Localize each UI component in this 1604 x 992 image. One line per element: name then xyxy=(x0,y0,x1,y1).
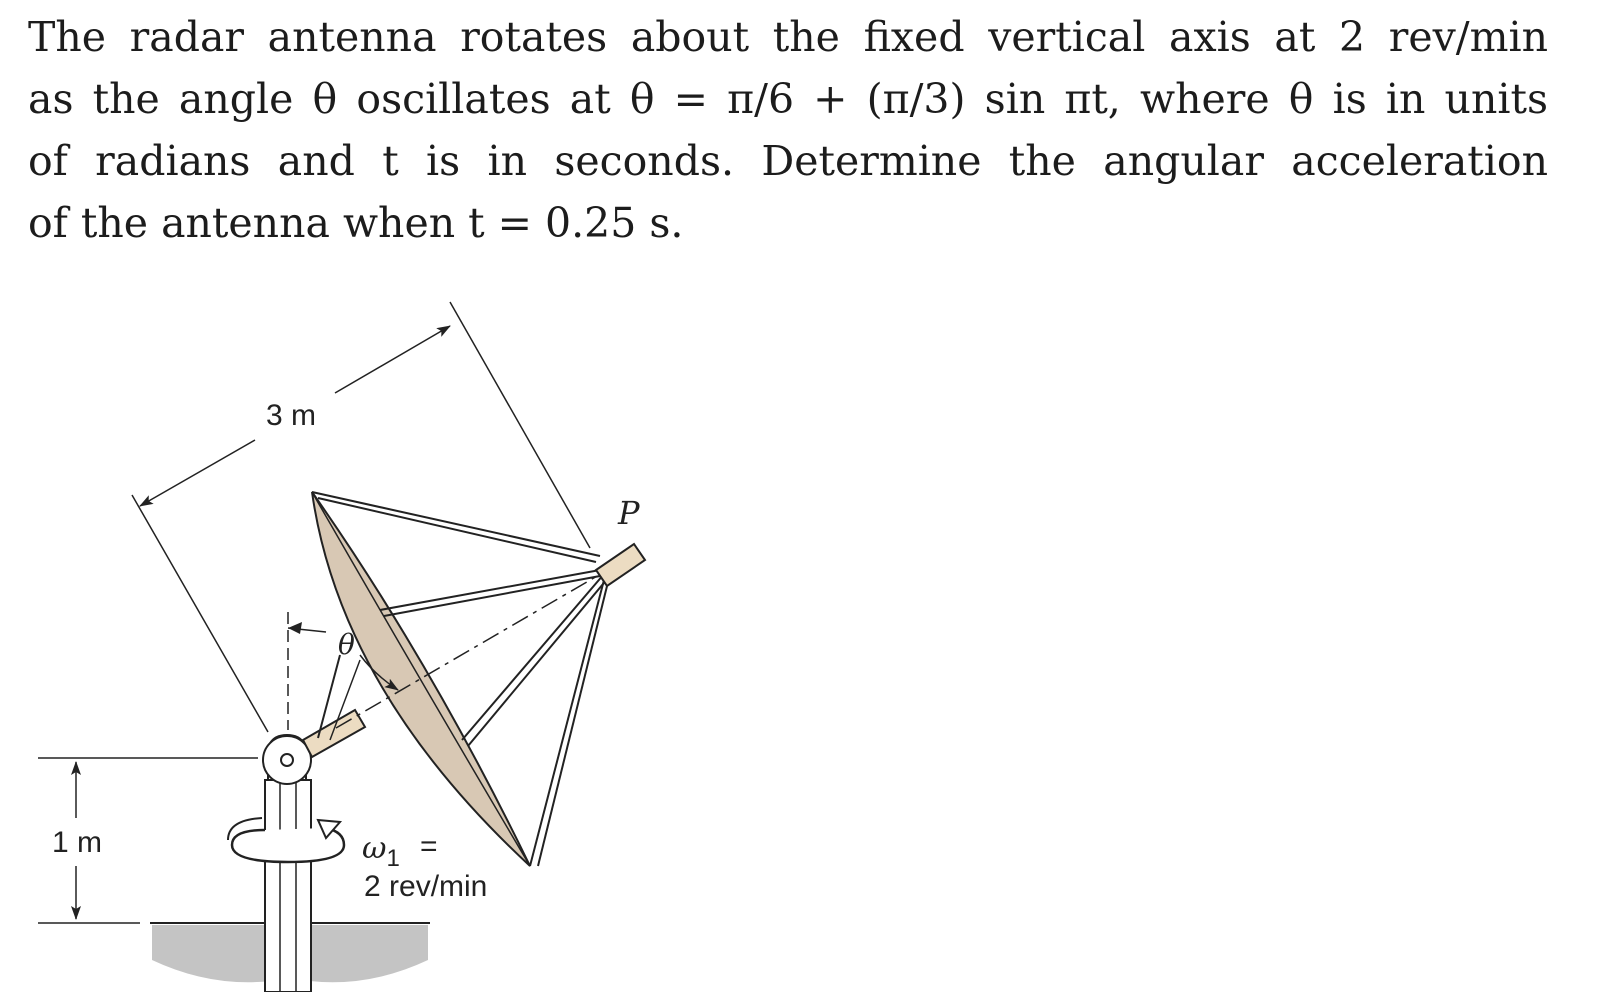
boom-arm xyxy=(303,710,365,757)
dimension-arrow-3m-left xyxy=(140,440,255,506)
omega-subscript: 1 xyxy=(386,845,400,872)
dimension-line-3m-right-ext xyxy=(450,302,590,548)
dimension-label-3m: 3 m xyxy=(266,399,317,432)
dimension-label-1m: 1 m xyxy=(52,826,103,859)
point-label-p: P xyxy=(618,494,640,532)
omega-symbol: ω xyxy=(362,831,387,866)
dimension-arrow-3m-right xyxy=(335,326,450,393)
problem-line-1: The radar antenna rotates about the fixed vertical axis at 2 rev/min xyxy=(28,13,1548,61)
vertical-shaft xyxy=(265,780,311,992)
feed-horn xyxy=(596,544,645,586)
omega-equals: = xyxy=(420,830,438,863)
problem-line-2: as the angle θ oscillates at θ = π/6 + (π/3) sin πt, where θ is in units xyxy=(28,75,1548,123)
angle-label-theta: θ xyxy=(338,628,355,661)
feed-rods xyxy=(312,492,608,866)
problem-line-4: of the antenna when t = 0.25 s. xyxy=(28,199,684,247)
problem-line-3: of radians and t is in seconds. Determine the angular acceleration xyxy=(28,137,1548,185)
omega-label xyxy=(362,831,400,872)
omega-value: 2 rev/min xyxy=(364,870,488,903)
dimension-line-3m-left-ext xyxy=(132,495,268,732)
